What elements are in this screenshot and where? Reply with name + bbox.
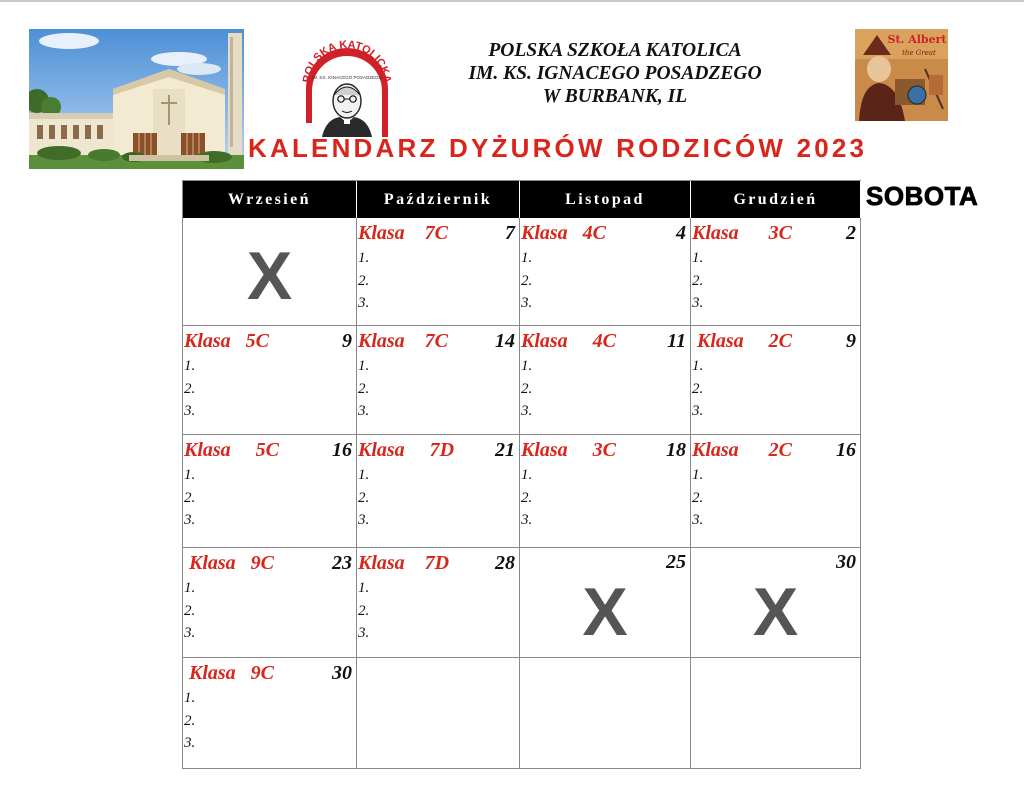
class-label: Klasa 2C — [692, 330, 793, 352]
class-label: Klasa 7D — [358, 552, 450, 574]
class-label: Klasa 4C — [521, 222, 607, 244]
calendar-cell — [357, 548, 520, 658]
calendar-cell — [183, 658, 357, 769]
day-number: 4 — [676, 222, 686, 244]
day-number: 7 — [505, 222, 515, 244]
class-label: Klasa 7C — [358, 222, 449, 244]
parent-line: 2. — [521, 380, 533, 397]
day-number: 21 — [495, 439, 515, 461]
class-label: Klasa 3C — [692, 222, 793, 244]
parent-line: 3. — [358, 403, 370, 419]
st-albert-image — [855, 29, 948, 121]
church-photo — [29, 29, 244, 169]
albert-subtitle: the Great — [902, 49, 936, 57]
day-number: 9 — [846, 330, 856, 352]
no-duty-mark: X — [752, 574, 799, 650]
day-label: SOBOTA — [866, 181, 979, 211]
parent-line: 2. — [521, 272, 533, 289]
parent-line: 2. — [521, 489, 533, 506]
parent-line: 3. — [521, 295, 533, 311]
parent-lines — [691, 464, 860, 532]
day-number: 30 — [836, 551, 856, 573]
logo-subtext: IM. KS. IGNACEGO POSADZEGO — [311, 75, 383, 80]
calendar-cell — [357, 326, 520, 435]
top-border-line — [0, 0, 1024, 2]
class-label: Klasa 9C — [184, 662, 275, 684]
calendar-cell — [520, 548, 691, 658]
parent-lines — [691, 355, 860, 423]
school-name-line3: W BURBANK, IL — [542, 86, 688, 107]
day-number: 16 — [332, 439, 352, 461]
day-number: 25 — [666, 551, 686, 573]
school-name — [410, 39, 820, 108]
calendar-cell — [357, 658, 520, 769]
parent-line: 1. — [692, 358, 704, 374]
logo-curved-text: POLSKA KATOLICKA — [300, 38, 394, 84]
day-number: 28 — [495, 552, 515, 574]
class-label: Klasa 4C — [521, 330, 617, 352]
class-label: Klasa 5C — [184, 330, 270, 352]
month-header: Wrzesień — [183, 181, 357, 218]
school-name-line1: POLSKA SZKOŁA KATOLICA — [488, 40, 742, 61]
parent-line: 3. — [184, 403, 196, 419]
parent-line: 1. — [358, 358, 370, 374]
parent-line: 1. — [521, 358, 533, 374]
parent-line: 1. — [358, 580, 370, 596]
parent-lines — [357, 464, 519, 532]
calendar-cell — [520, 218, 691, 326]
parent-line: 1. — [184, 358, 196, 374]
day-number: 14 — [495, 330, 515, 352]
cell-header — [183, 435, 356, 462]
parent-line: 3. — [358, 625, 370, 641]
cell-header — [183, 326, 356, 353]
class-label: Klasa 7D — [358, 439, 455, 461]
cell-header — [691, 435, 860, 462]
parent-line: 2. — [184, 489, 196, 506]
cell-header — [357, 548, 519, 575]
calendar-cell — [691, 326, 861, 435]
calendar-cell — [357, 218, 520, 326]
parent-lines — [357, 355, 519, 423]
parent-line: 1. — [358, 250, 370, 266]
calendar-title: KALENDARZ DYŻURÓW RODZICÓW 2023 — [248, 133, 868, 163]
parent-line: 3. — [521, 512, 533, 528]
parent-line: 2. — [184, 712, 196, 729]
calendar-cell — [691, 218, 861, 326]
school-name-line2: IM. KS. IGNACEGO POSADZEGO — [468, 63, 762, 84]
parent-line: 2. — [358, 272, 370, 289]
parent-line: 3. — [521, 403, 533, 419]
calendar-cell — [520, 326, 691, 435]
class-label: Klasa 3C — [521, 439, 617, 461]
parent-line: 1. — [184, 467, 196, 483]
parent-line: 2. — [692, 380, 704, 397]
parent-line: 2. — [184, 380, 196, 397]
parent-line: 1. — [521, 467, 533, 483]
parent-lines — [183, 687, 356, 755]
parent-lines — [520, 464, 690, 532]
parent-lines — [520, 247, 690, 315]
parent-line: 3. — [692, 295, 704, 311]
parent-line: 2. — [358, 489, 370, 506]
cell-header — [357, 326, 519, 353]
parent-line: 1. — [692, 250, 704, 266]
month-header: Listopad — [520, 181, 691, 218]
calendar-cell — [691, 435, 861, 548]
class-label: Klasa 5C — [184, 439, 280, 461]
day-number: 11 — [667, 330, 686, 352]
no-duty-mark: X — [582, 574, 628, 650]
parent-line: 1. — [358, 467, 370, 483]
day-number: 23 — [332, 552, 352, 574]
cell-header — [520, 218, 690, 245]
cell-header — [357, 435, 519, 462]
calendar-cell — [520, 435, 691, 548]
day-number: 18 — [666, 439, 686, 461]
parent-lines — [357, 247, 519, 315]
class-label: Klasa 2C — [692, 439, 793, 461]
month-header: Grudzień — [691, 181, 861, 218]
calendar-cell — [183, 548, 357, 658]
calendar-table — [182, 180, 861, 769]
parent-lines — [183, 355, 356, 423]
parent-line: 3. — [358, 295, 370, 311]
parent-lines — [520, 355, 690, 423]
parent-lines — [691, 247, 860, 315]
parent-line: 2. — [692, 489, 704, 506]
parent-line: 3. — [692, 512, 704, 528]
calendar-cell — [520, 658, 691, 769]
parent-line: 1. — [521, 250, 533, 266]
parent-line: 1. — [692, 467, 704, 483]
parent-line: 3. — [184, 735, 196, 751]
parent-line: 2. — [692, 272, 704, 289]
parent-line: 3. — [184, 625, 196, 641]
cell-header — [691, 326, 860, 353]
parent-line: 3. — [692, 403, 704, 419]
cell-header — [357, 218, 519, 245]
parent-line: 1. — [184, 690, 196, 706]
cell-header — [183, 548, 356, 575]
calendar-cell — [183, 326, 357, 435]
calendar-cell — [357, 435, 520, 548]
cell-header — [520, 326, 690, 353]
calendar-cell — [183, 435, 357, 548]
parent-lines — [357, 577, 519, 645]
school-logo — [296, 27, 398, 145]
parent-lines — [183, 464, 356, 532]
calendar-cell — [691, 548, 861, 658]
parent-line: 3. — [184, 512, 196, 528]
calendar-cell — [691, 658, 861, 769]
day-number: 2 — [846, 222, 856, 244]
parent-line: 2. — [358, 602, 370, 619]
parent-line: 2. — [184, 602, 196, 619]
class-label: Klasa 7C — [358, 330, 449, 352]
day-number: 16 — [836, 439, 856, 461]
parent-line: 1. — [184, 580, 196, 596]
month-header: Październik — [357, 181, 520, 218]
cell-header — [183, 658, 356, 685]
albert-title: St. Albert — [887, 33, 947, 46]
class-label: Klasa 9C — [184, 552, 275, 574]
parent-lines — [183, 577, 356, 645]
parent-line: 2. — [358, 380, 370, 397]
cell-header — [520, 435, 690, 462]
day-number: 30 — [332, 662, 352, 684]
day-number: 9 — [342, 330, 352, 352]
no-duty-mark: X — [246, 238, 293, 314]
calendar-cell — [183, 218, 357, 326]
cell-header — [691, 218, 860, 245]
parent-line: 3. — [358, 512, 370, 528]
